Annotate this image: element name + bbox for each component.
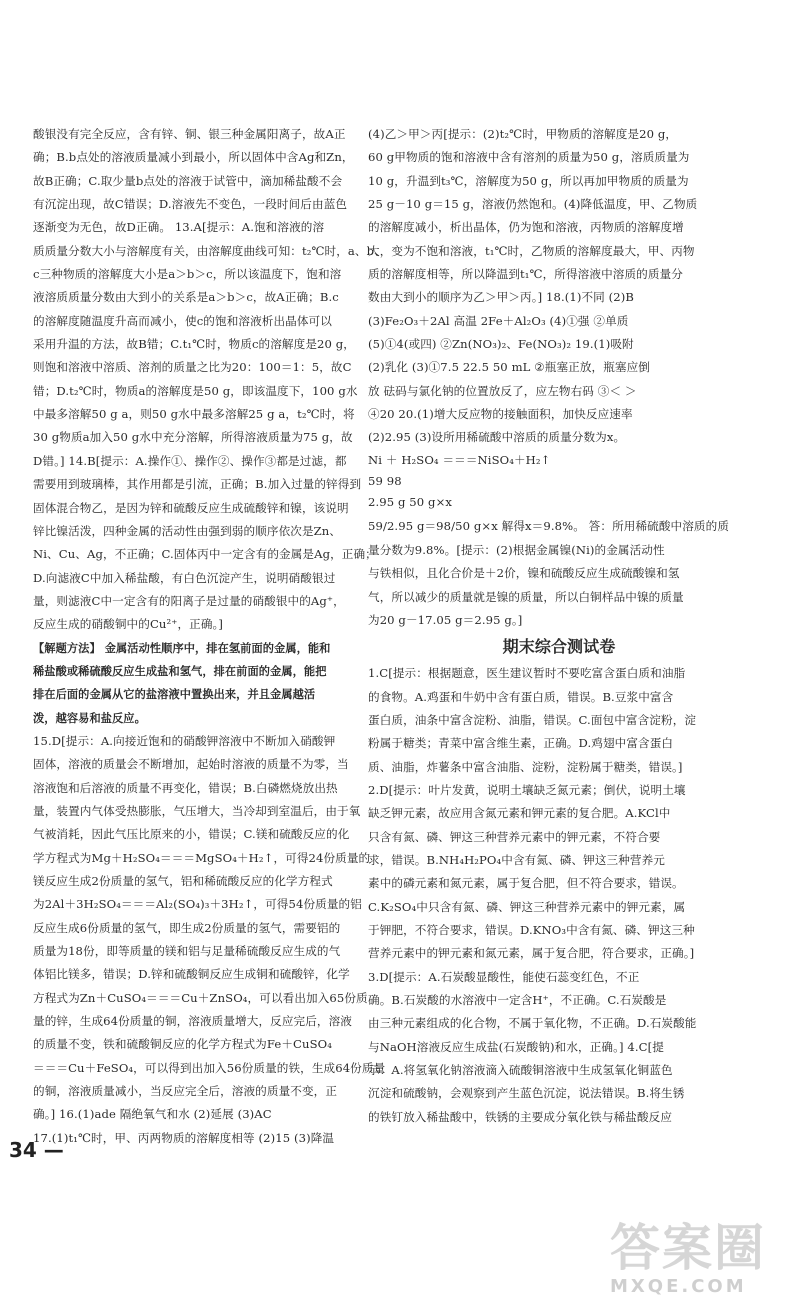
text-line: 确；B.b点处的溶液质量减小到最小，所以固体中含Ag和Zn，: [33, 150, 354, 165]
text-line: 25 g－10 g＝15 g，溶液仍然饱和。(4)降低温度，甲、乙物质: [368, 197, 698, 212]
text-line: 粉属于糖类；青菜中富含维生素，正确。D.鸡翅中富含蛋白: [368, 736, 674, 751]
text-line: D错。] 14.B[提示：A.操作①、操作②、操作③都是过滤，都: [33, 453, 347, 468]
text-line: 气，所以减少的质量就是镍的质量，所以白铜样品中镍的质量: [368, 589, 684, 604]
text-line: 方程式为Zn＋CuSO₄＝＝＝Cu＋ZnSO₄，可以看出加入65份质: [33, 990, 368, 1005]
text-line: 量，装置内气体受热膨胀，气压增大，当冷却到室温后，由于氧: [33, 803, 361, 818]
text-line: 3.D[提示：A.石炭酸显酸性，能使石蕊变红色，不正: [368, 969, 640, 984]
text-line: Ni、Cu、Ag，不正确；C.固体丙中一定含有的金属是Ag，正确；: [33, 547, 377, 562]
text-line: 锌比镍活泼，四种金属的活动性由强到弱的顺序依次是Zn、: [33, 523, 342, 538]
text-line: 与铁相似，且化合价是＋2价，镍和硫酸反应生成硫酸镍和氢: [368, 566, 680, 581]
text-line: 的质量不变，铁和硫酸铜反应的化学方程式为Fe＋CuSO₄: [33, 1037, 332, 1052]
text-line: 酸银没有完全反应，含有锌、铜、银三种金属阳离子，故A正: [33, 127, 346, 141]
text-line: 沉淀和硫酸钠，会观察到产生蓝色沉淀，说法错误。B.将生锈: [368, 1086, 685, 1101]
text-line: 质的溶解度相等，所以降温到t₁℃，所得溶液中溶质的质量分: [368, 267, 683, 282]
text-line: 为20 g－17.05 g＝2.95 g。]: [368, 612, 523, 627]
text-line: 【解题方法】 金属活动性顺序中，排在氢前面的金属，能和: [33, 641, 331, 655]
text-line: 素中的磷元素和氮元素，属于复合肥，但不符合要求，错误。: [368, 876, 684, 891]
text-line: 学方程式为Mg＋H₂SO₄＝＝＝MgSO₄＋H₂↑，可得24份质量的: [33, 850, 371, 865]
text-line: 质量为18份，即等质量的镁和铝与足量稀硫酸反应生成的气: [33, 944, 341, 959]
text-line: 量，则滤液C中一定含有的阳离子是过量的硝酸银中的Ag⁺，: [33, 593, 345, 608]
text-line: 溶液饱和后溶液的质量不再变化，错误；B.白磷燃烧放出热: [33, 780, 338, 795]
text-line: 采用升温的方法，故B错；C.t₁℃时，物质c的溶解度是20 g，: [33, 337, 355, 352]
text-line: 排在后面的金属从它的盐溶液中置换出来，并且金属越活: [33, 688, 316, 702]
text-line: 的溶解度随温度升高而减小，使c的饱和溶液析出晶体可以: [33, 313, 332, 328]
text-line: C.K₂SO₄中只含有氮、磷、钾这三种营养元素中的钾元素，属: [368, 899, 686, 914]
text-line: 固体混合物乙，是因为锌和硫酸反应生成硫酸锌和镍，该说明: [33, 500, 349, 515]
text-line: 由三种元素组成的化合物，不属于氧化物，不正确。D.石炭酸能: [368, 1016, 697, 1031]
text-line: 30 g物质a加入50 g水中充分溶解，所得溶液质量为75 g，故: [33, 430, 353, 445]
text-line: ④20 20.(1)增大反应物的接触面积，加快反应速率: [368, 407, 633, 422]
text-line: 量的锌，生成64份质量的铜，溶液质量增大，反应完后，溶液: [33, 1014, 352, 1029]
watermark-logo: [600, 1208, 790, 1298]
text-line: 59/2.95 g＝98/50 g×x 解得x＝9.8%。 答：所用稀硫酸中溶质的质: [368, 518, 730, 533]
text-line: 大，变为不饱和溶液，t₁℃时，乙物质的溶解度最大，甲、丙物: [368, 243, 695, 258]
text-line: 中最多溶解50 g a，则50 g水中最多溶解25 g a，t₂℃时，将: [33, 407, 355, 422]
text-line: 示：A.将氢氧化钠溶液滴入硫酸铜溶液中生成氢氧化铜蓝色: [368, 1063, 673, 1078]
text-line: 为2Al＋3H₂SO₄＝＝＝Al₂(SO₄)₃＋3H₂↑，可得54份质量的铝: [33, 897, 362, 912]
text-line: 反应生成的硝酸铜中的Cu²⁺，正确。]: [33, 617, 224, 632]
text-line: 的铜，溶液质量减小，当反应完全后，溶液的质量不变，正: [33, 1084, 338, 1099]
text-line: 体铝比镁多，错误；D.锌和硫酸铜反应生成铜和硫酸锌，化学: [33, 967, 350, 982]
text-line: D.向滤液C中加入稀盐酸，有白色沉淀产生，说明硝酸银过: [33, 570, 336, 585]
section-heading: 期末综合测试卷: [502, 637, 616, 657]
watermark-bottom-text: MXQE.COM: [610, 1276, 747, 1297]
text-line: 确。] 16.(1)ade 隔绝氧气和水 (2)延展 (3)AC: [33, 1107, 272, 1122]
text-line: (4)乙＞甲＞丙[提示：(2)t₂℃时，甲物质的溶解度是20 g，: [368, 127, 678, 141]
text-line: ＝＝＝Cu＋FeSO₄，可以得到出加入56份质量的铁，生成64份质量: [33, 1060, 386, 1075]
text-line: 1.C[提示：根据题意，医生建议暂时不要吃富含蛋白质和油脂: [368, 666, 686, 681]
text-line: 数由大到小的顺序为乙＞甲＞丙。] 18.(1)不同 (2)B: [368, 290, 634, 305]
text-line: 质质量分数大小与溶解度有关，由溶解度曲线可知：t₂℃时，a、b、: [33, 243, 386, 258]
page-number: 34 —: [9, 1138, 64, 1162]
text-line: (3)Fe₂O₃＋2Al 高温 2Fe＋Al₂O₃ (4)①强 ②单质: [368, 313, 629, 328]
left-column: [33, 123, 401, 1150]
text-line: 于钾肥，不符合要求，错误。D.KNO₃中含有氮、磷、钾这三种: [368, 922, 695, 937]
text-line: 只含有氮、磷、钾这三种营养元素中的钾元素，不符合要: [368, 829, 661, 844]
text-line: 17.(1)t₁℃时，甲、丙两物质的溶解度相等 (2)15 (3)降温: [33, 1130, 335, 1145]
text-line: 需要用到玻璃棒，其作用都是引流，正确；B.加入过量的锌得到: [33, 477, 362, 492]
text-line: 有沉淀出现，故C错误；D.溶液先不变色，一段时间后由蓝色: [33, 197, 348, 212]
text-line: 求，错误。B.NH₄H₂PO₄中含有氮、磷、钾这三种营养元: [368, 852, 666, 867]
text-line: 泼，越容易和盐反应。: [33, 711, 146, 725]
text-line: 59 98: [368, 473, 402, 488]
text-line: 液溶质质量分数由大到小的关系是a＞b＞c，故A正确；B.c: [33, 290, 339, 305]
right-column: [368, 123, 750, 1129]
watermark-top-text: 答案圈: [610, 1219, 766, 1277]
text-line: (5)①4(或四) ②Zn(NO₃)₂、Fe(NO₃)₂ 19.(1)吸附: [368, 337, 634, 352]
text-line: Ni ＋ H₂SO₄ ＝＝＝NiSO₄＋H₂↑: [368, 452, 551, 467]
text-line: 营养元素中的钾元素和氮元素，属于复合肥，符合要求，正确。]: [368, 946, 695, 961]
text-line: (2)2.95 (3)设所用稀硫酸中溶质的质量分数为x。: [368, 430, 626, 445]
text-line: 固体，溶液的质量会不断增加，起始时溶液的质量不为零，当: [33, 757, 349, 772]
text-line: 的食物。A.鸡蛋和牛奶中含有蛋白质，错误。B.豆浆中富含: [368, 689, 674, 704]
text-line: 故B正确；C.取少量b点处的溶液于试管中，滴加稀盐酸不会: [33, 173, 343, 188]
text-line: 的溶解度减小，析出晶体，仍为饱和溶液，丙物质的溶解度增: [368, 220, 684, 235]
text-line: 15.D[提示：A.向接近饱和的硝酸钾溶液中不断加入硝酸钾: [33, 733, 336, 748]
text-line: 气被消耗，因此气压比原来的小，错误；C.镁和硫酸反应的化: [33, 827, 350, 842]
text-line: 10 g，升温到t₃℃，溶解度为50 g，所以再加甲物质的质量为: [368, 173, 689, 188]
text-line: 确。B.石炭酸的水溶液中一定含H⁺，不正确。C.石炭酸是: [368, 993, 667, 1007]
text-line: 逐渐变为无色，故D正确。 13.A[提示：A.饱和溶液的溶: [33, 220, 325, 235]
text-line: 稀盐酸或稀硫酸反应生成盐和氢气，排在前面的金属，能把: [33, 664, 327, 678]
text-line: 蛋白质，油条中富含淀粉、油脂，错误。C.面包中富含淀粉，淀: [368, 712, 697, 727]
text-line: 60 g甲物质的饱和溶液中含有溶剂的质量为50 g，溶质质量为: [368, 150, 690, 165]
text-line: 的铁钉放入稀盐酸中，铁锈的主要成分氧化铁与稀盐酸反应: [368, 1109, 673, 1124]
text-line: 2.D[提示：叶片发黄，说明土壤缺乏氮元素；倒伏，说明土壤: [368, 782, 686, 797]
text-line: 放 砝码与氯化钠的位置放反了，应左物右码 ③＜ ＞: [368, 383, 637, 398]
text-line: 与NaOH溶液反应生成盐(石炭酸钠)和水，正确。] 4.C[提: [368, 1039, 664, 1054]
text-line: c三种物质的溶解度大小是a＞b＞c，所以该温度下，饱和溶: [33, 267, 342, 282]
text-line: 量分数为9.8%。[提示：(2)根据金属镍(Ni)的金属活动性: [368, 542, 665, 557]
text-line: 镁反应生成2份质量的氢气，铝和稀硫酸反应的化学方程式: [33, 874, 333, 888]
text-line: 2.95 g 50 g×x: [368, 494, 453, 509]
text-line: 缺乏钾元素，故应用含氮元素和钾元素的复合肥。A.KCl中: [368, 806, 671, 821]
text-line: 错；D.t₂℃时，物质a的溶解度是50 g，即该温度下，100 g水: [33, 383, 358, 398]
text-line: (2)乳化 (3)①7.5 22.5 50 mL ②瓶塞正放，瓶塞应倒: [368, 360, 650, 375]
text-line: 质、油脂，炸薯条中富含油脂、淀粉，淀粉属于糖类，错误。]: [368, 759, 683, 774]
text-line: 反应生成6份质量的氢气，即生成2份质量的氢气，需要铝的: [33, 920, 341, 935]
text-line: 则饱和溶液中溶质、溶剂的质量之比为20：100＝1：5，故C: [33, 360, 352, 375]
